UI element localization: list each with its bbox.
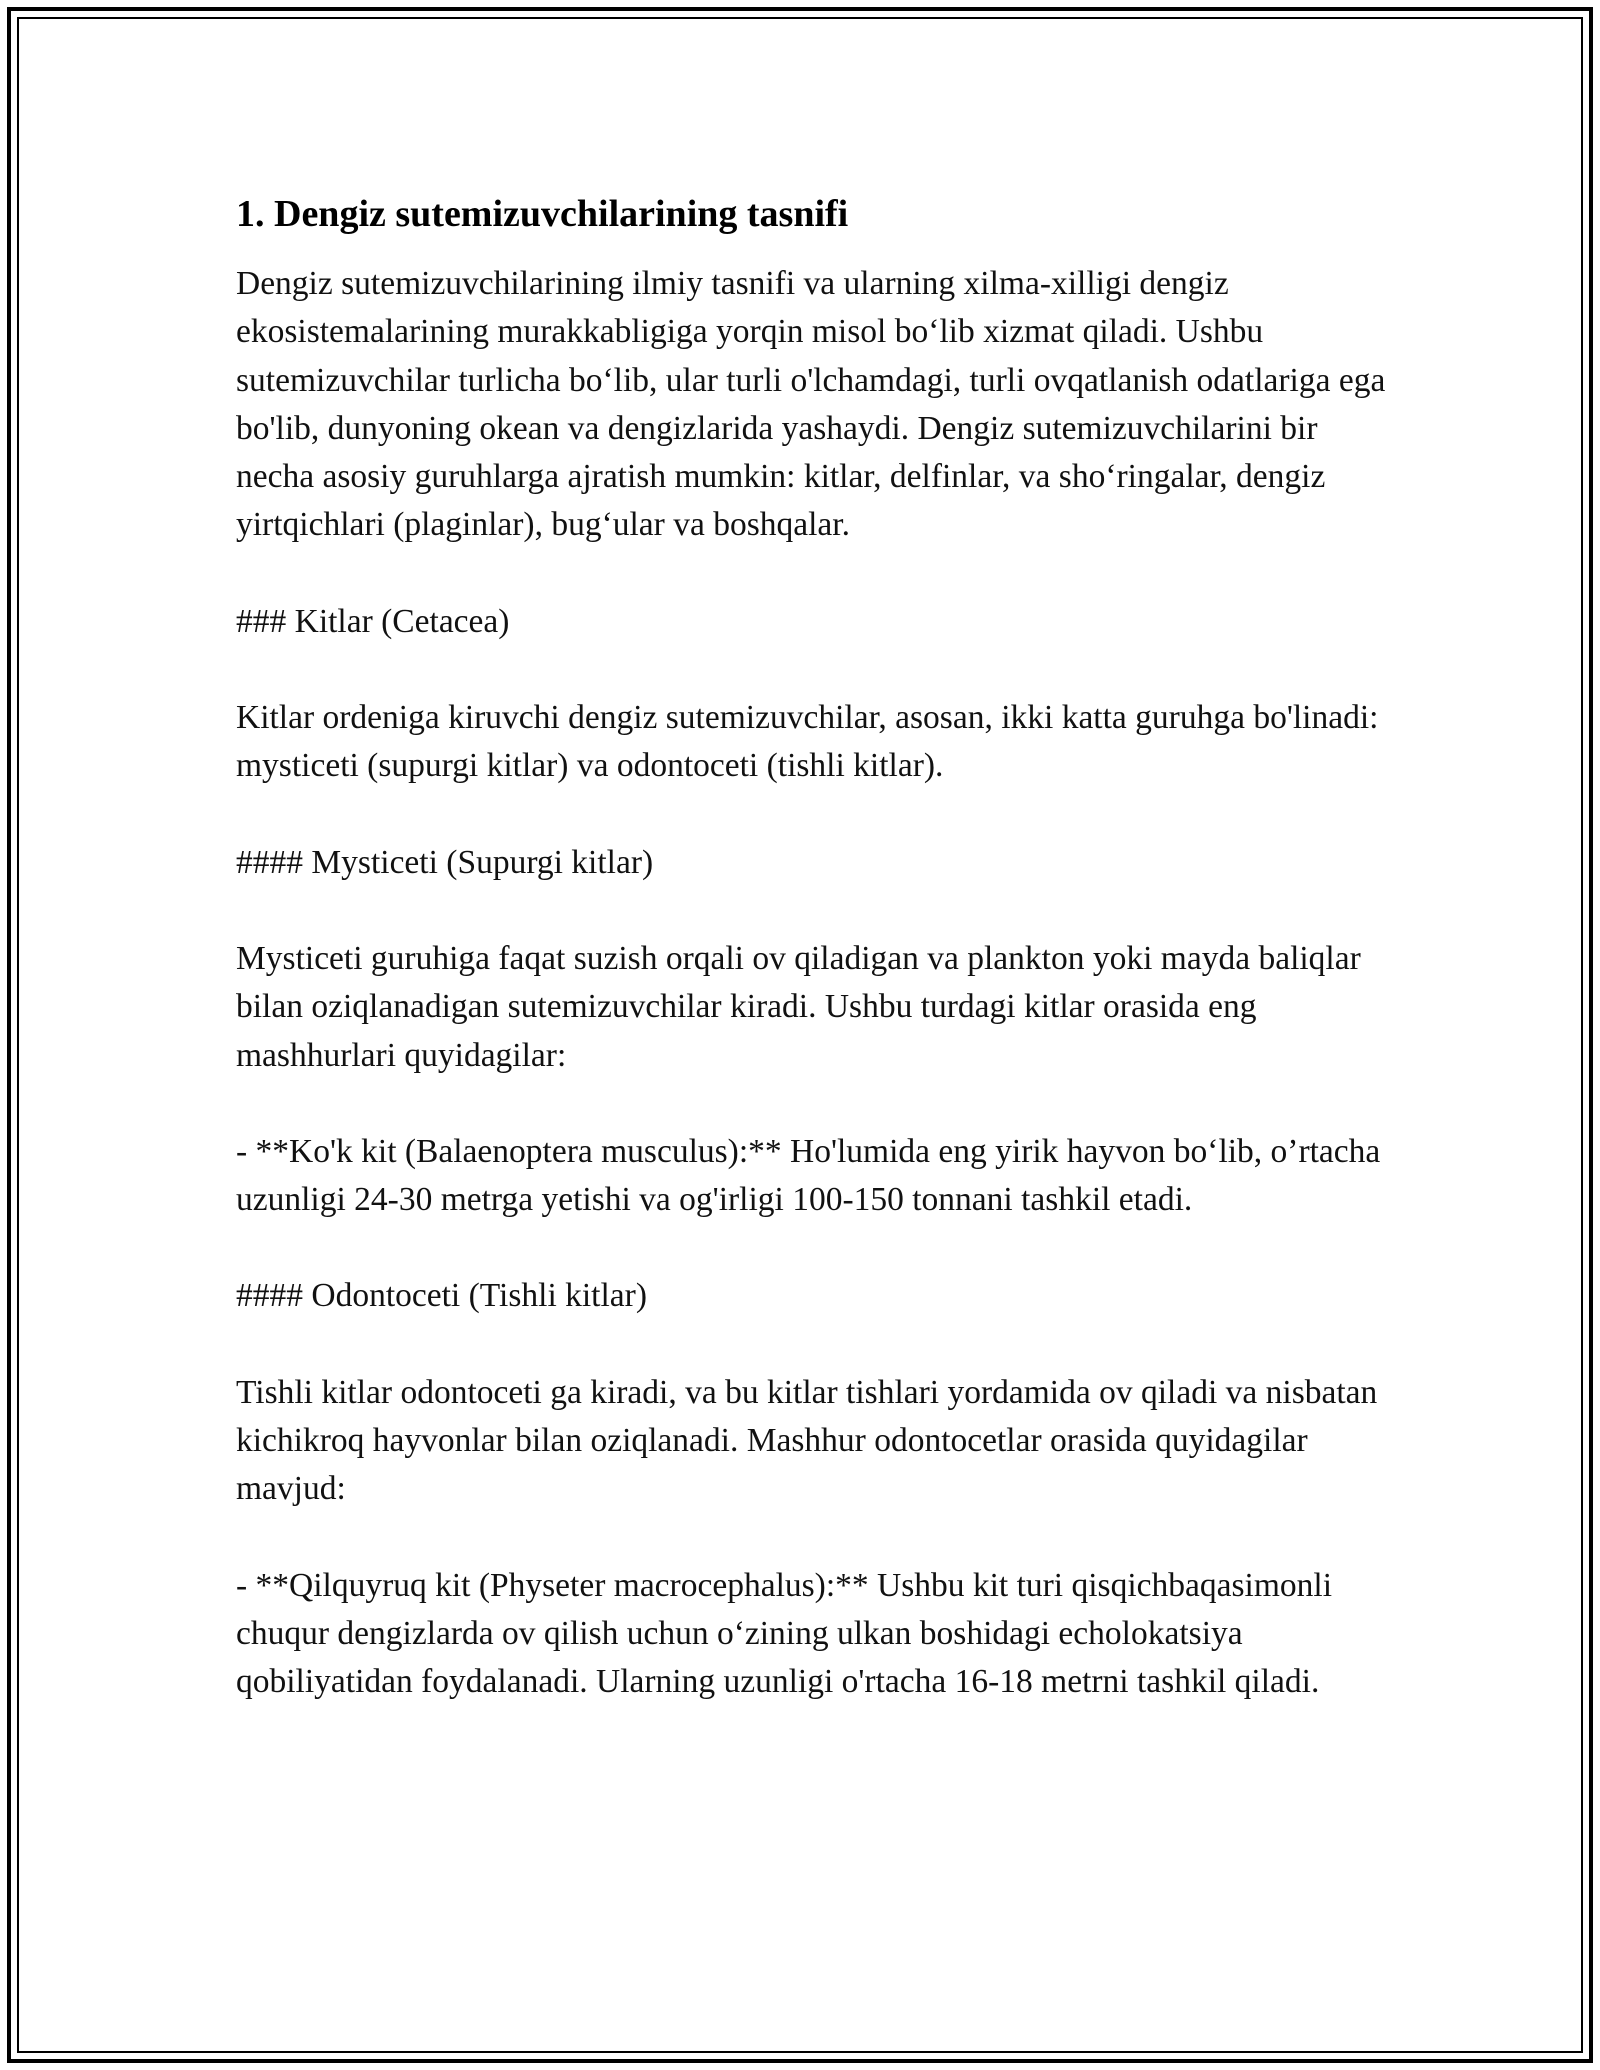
list-item-kok-kit: - **Ko'k kit (Balaenoptera musculus):** Ho'lumida eng yirik hayvon bo‘lib, o’rtacha uzunligi 24-30 metrga yetishi va og'irligi 100-150 tonnani tashkil etadi. <box>236 1132 1381 1219</box>
mysticeti-paragraph: Mysticeti guruhiga faqat suzish orqali ov qiladigan va plankton yoki mayda baliqlar bilan oziqlanadigan sutemizuvchilar kiradi. Ushbu turdagi kitlar orasida eng mashhurlari quyidagilar: <box>236 939 1361 1074</box>
odontoceti-paragraph: Tishli kitlar odontoceti ga kiradi, va bu kitlar tishlari yordamida ov qiladi va nisbatan kichikroq hayvonlar bilan oziqlanadi. Mashhur odontocetlar orasida quyidagilar mavjud: <box>236 1373 1378 1508</box>
section-heading-kitlar: ### Kitlar (Cetacea) <box>236 602 510 640</box>
page-title: 1. Dengiz sutemizuvchilarining tasnifi <box>236 193 849 235</box>
subsection-heading-mysticeti: #### Mysticeti (Supurgi kitlar) <box>236 843 654 881</box>
document-page <box>236 190 1386 1755</box>
list-item-qilquyruq-kit: - **Qilquyruq kit (Physeter macrocephalus):** Ushbu kit turi qisqichbaqasimonli chuqur dengizlarda ov qilish uchun o‘zining ulkan boshidagi echolokatsiya qobiliyatidan foydalanadi. Ularning uzunligi o'rtacha 16-18 metrni tashkil qiladi. <box>236 1566 1333 1701</box>
intro-paragraph: Dengiz sutemizuvchilarining ilmiy tasnifi va ularning xilma-xilligi dengiz ekosistemalarining murakkabligiga yorqin misol bo‘lib xizmat qiladi. Ushbu sutemizuvchilar turlicha bo‘lib, ular turli o'lchamdagi, turli ovqatlanish odatlariga ega bo'lib, dunyoning okean va dengizlarida yashaydi. Dengiz sutemizuvchilarini bir necha asosiy guruhlarga ajratish mumkin: kitlar, delfinlar, va sho‘ringalar, dengiz yirtqichlari (plaginlar), bug‘ular va boshqalar. <box>236 265 1386 544</box>
subsection-heading-odontoceti: #### Odontoceti (Tishli kitlar) <box>236 1277 647 1315</box>
kitlar-paragraph: Kitlar ordeniga kiruvchi dengiz sutemizuvchilar, asosan, ikki katta guruhga bo'linadi: mysticeti (supurgi kitlar) va odontoceti (tishli kitlar). <box>236 699 1379 785</box>
